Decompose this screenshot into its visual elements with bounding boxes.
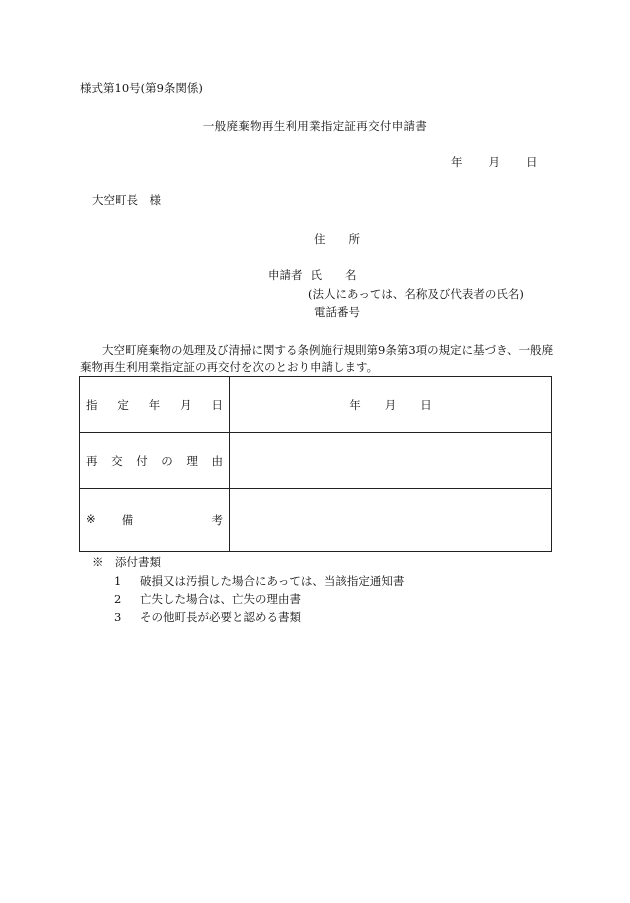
label-char: 年 xyxy=(148,397,161,412)
label-char: 交 xyxy=(111,453,123,468)
attachment-text: 亡失した場合は、亡失の理由書 xyxy=(140,592,301,606)
attachment-item xyxy=(114,574,404,588)
application-date xyxy=(451,155,538,169)
label-char: 備 xyxy=(121,513,134,527)
label-char: ※ xyxy=(86,512,96,526)
phone-label: 電話番号 xyxy=(314,305,360,319)
reissue-reason-field[interactable] xyxy=(230,433,552,489)
label-char: 指 xyxy=(86,397,98,412)
designation-date-label xyxy=(80,377,230,433)
label-char: の xyxy=(161,453,173,468)
application-table xyxy=(79,376,552,552)
remarks-field[interactable] xyxy=(230,489,552,552)
date-year-label: 年 xyxy=(451,155,463,169)
attachments-title: ※ 添付書類 xyxy=(92,555,161,569)
attachment-number: 3 xyxy=(114,610,122,624)
form-number: 様式第10号(第9条関係) xyxy=(80,81,203,95)
label-char: 考 xyxy=(211,513,223,527)
attachment-number: 1 xyxy=(114,574,122,588)
label-char: 理 xyxy=(186,453,198,468)
corporate-note: (法人にあっては、名称及び代表者の氏名) xyxy=(308,287,524,301)
application-statement xyxy=(80,342,555,376)
table-row xyxy=(80,433,552,489)
attachment-text: その他町長が必要と認める書類 xyxy=(140,610,301,624)
label-char: 付 xyxy=(136,453,148,468)
attachment-number: 2 xyxy=(114,592,122,606)
label-char: 月 xyxy=(180,397,192,412)
label-char: 由 xyxy=(211,453,223,468)
attachment-text: 破損又は汚損した場合にあっては、当該指定通知書 xyxy=(140,574,405,588)
addressee: 大空町長 様 xyxy=(92,193,161,207)
remarks-label xyxy=(80,489,230,552)
applicant-line xyxy=(268,268,357,282)
label-char: 再 xyxy=(86,453,98,468)
attachment-item xyxy=(114,610,301,624)
table-row xyxy=(80,377,552,433)
attachment-item xyxy=(114,592,301,606)
field-year-label: 年 xyxy=(349,397,361,412)
date-day-label: 日 xyxy=(526,155,538,169)
statement-text: 大空町廃棄物の処理及び清掃に関する条例施行規則第9条第3項の規定に基づき、一般廃棄物再生利用業指定証の再交付を次のとおり申請します。 xyxy=(80,343,554,374)
label-char: 日 xyxy=(211,397,223,412)
date-month-label: 月 xyxy=(488,155,500,169)
table-row xyxy=(80,489,552,552)
name-label: 氏 名 xyxy=(310,268,357,282)
designation-date-field[interactable] xyxy=(230,377,552,433)
document-title: 一般廃棄物再生利用業指定証再交付申請書 xyxy=(202,119,428,133)
reissue-reason-label xyxy=(80,433,230,489)
field-month-label: 月 xyxy=(384,397,397,412)
address-label: 住 所 xyxy=(314,232,360,246)
field-day-label: 日 xyxy=(420,397,432,412)
applicant-label: 申請者 xyxy=(268,268,303,282)
label-char: 定 xyxy=(117,397,129,412)
